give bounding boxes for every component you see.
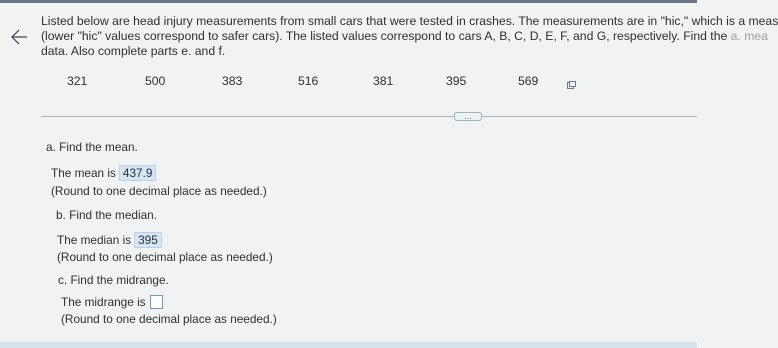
value-car-a: 321 <box>67 74 88 88</box>
value-car-g: 569 <box>518 74 539 88</box>
part-a-hint: (Round to one decimal place as needed.) <box>51 184 267 198</box>
median-answer-field[interactable]: 395 <box>134 232 162 248</box>
copy-data-icon[interactable] <box>567 81 576 89</box>
part-c-prompt: The midrange is <box>61 295 146 309</box>
section-divider <box>41 116 697 117</box>
part-a-title: a. Find the mean. <box>46 140 138 154</box>
part-a-prompt: The mean is <box>51 166 116 180</box>
problem-line-1: Listed below are head injury measurements from small cars that were tested in crashes. The measurements are in "hic," which is a meas <box>41 14 778 28</box>
problem-line-2-faded: a. mea <box>730 29 768 43</box>
part-c-answer-line <box>61 295 163 309</box>
midrange-input[interactable] <box>150 295 163 309</box>
part-c-hint: (Round to one decimal place as needed.) <box>61 312 277 326</box>
part-b-answer-line <box>57 232 162 248</box>
problem-statement <box>41 14 778 59</box>
value-car-d: 516 <box>298 74 319 88</box>
part-a-answer-line <box>51 165 156 181</box>
problem-line-2 <box>41 29 768 44</box>
part-c-title: c. Find the midrange. <box>58 273 169 287</box>
part-b-title: b. Find the median. <box>56 208 157 222</box>
value-car-e: 381 <box>373 74 394 88</box>
part-b-prompt: The median is <box>57 233 132 247</box>
value-car-c: 383 <box>222 74 243 88</box>
data-values-row <box>0 74 697 92</box>
mean-answer-field[interactable]: 437.9 <box>119 165 157 181</box>
top-bar <box>0 0 697 3</box>
problem-line-2-main: (lower "hic" values correspond to safer cars). The listed values correspond to cars A, B, C, D, E, F, and G, respectively. Find the <box>41 29 731 43</box>
problem-line-3: data. Also complete parts e. and f. <box>41 44 226 58</box>
value-car-b: 500 <box>145 74 166 88</box>
bottom-bar <box>0 342 697 348</box>
part-b-hint: (Round to one decimal place as needed.) <box>57 250 273 264</box>
back-arrow-icon[interactable] <box>10 28 28 46</box>
expand-more-button[interactable]: ... <box>454 112 482 121</box>
value-car-f: 395 <box>446 74 467 88</box>
